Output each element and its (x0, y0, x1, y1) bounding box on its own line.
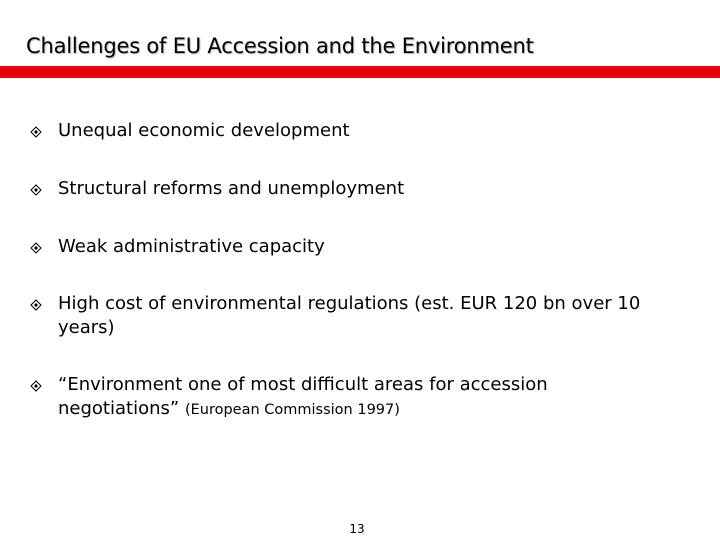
bullet-text (58, 373, 648, 422)
diamond-bullet-icon (30, 380, 42, 392)
quote-text: “Environment one of most difficult areas for accession negotiations” (58, 374, 548, 419)
bullet-text: Weak administrative capacity (58, 236, 325, 257)
bullet-text: High cost of environmental regulations (est. EUR 120 bn over 10 years) (58, 293, 641, 338)
title-underline (0, 66, 720, 78)
page-number: 13 (349, 522, 365, 536)
slide-title: Challenges of EU Accession and the Environment (26, 34, 534, 58)
bullet-text: Structural reforms and unemployment (58, 178, 405, 199)
diamond-bullet-icon (30, 126, 42, 138)
diamond-bullet-icon (30, 299, 42, 311)
diamond-bullet-icon (30, 242, 42, 254)
diamond-bullet-icon (30, 184, 42, 196)
bullet-text: Unequal economic development (58, 120, 350, 141)
citation: (European Commission 1997) (184, 402, 400, 418)
